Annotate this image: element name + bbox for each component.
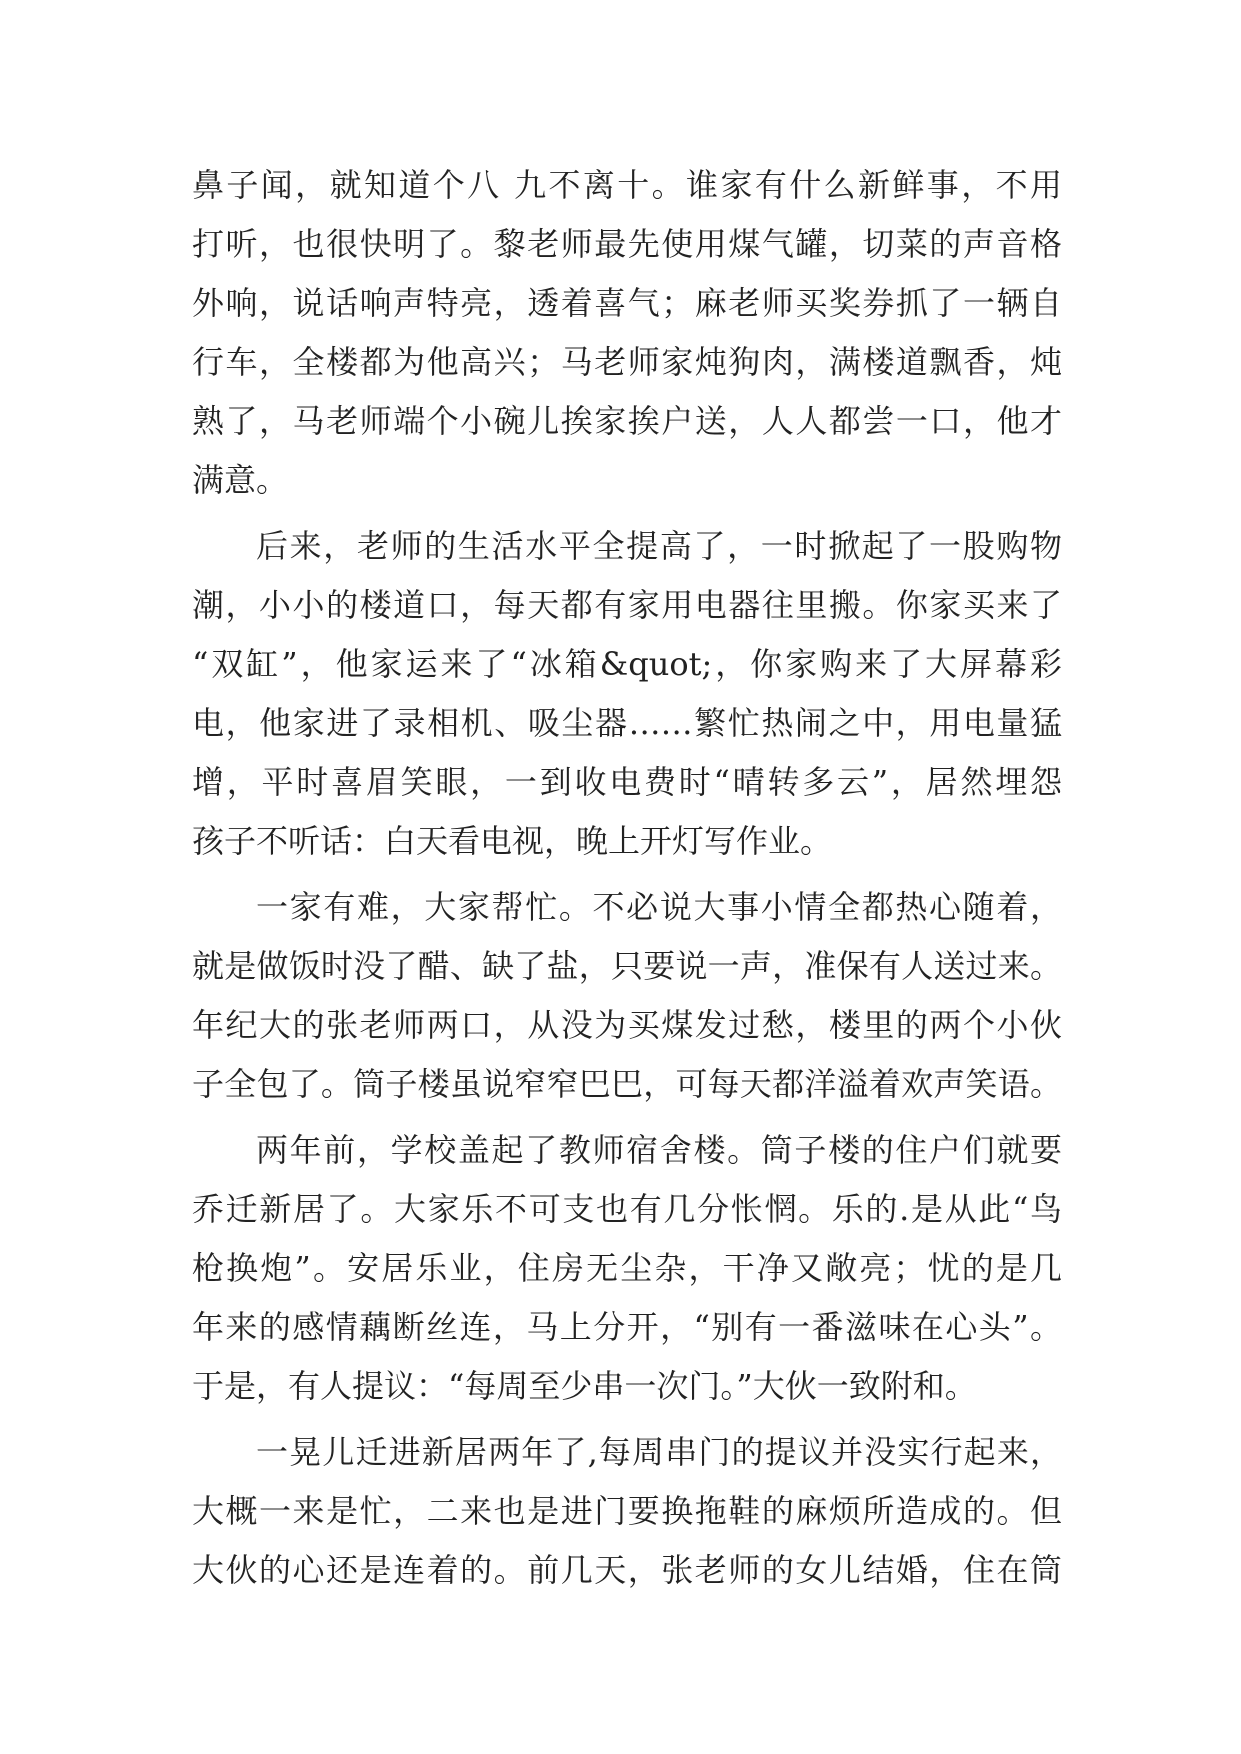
text-line: 满意。 — [192, 461, 289, 499]
text-line: 就是做饭时没了醋、缺了盐，只要说一声，准保有人送过来。 — [192, 947, 1062, 985]
document-body — [192, 156, 1062, 1607]
text-line: 年纪大的张老师两口，从没为买煤发过愁，楼里的两个小伙 — [192, 1006, 1062, 1044]
text-line: 一家有难，大家帮忙。不必说大事小情全都热心随着， — [256, 888, 1062, 926]
text-line: 熟了，马老师端个小碗儿挨家挨户送，人人都尝一口，他才 — [192, 402, 1062, 440]
text-line: 乔迁新居了。大家乐不可支也有几分怅惘。乐的.是从此“鸟 — [192, 1190, 1062, 1228]
text-line: 打听，也很快明了。黎老师最先使用煤气罐，切菜的声音格 — [192, 225, 1062, 263]
text-line: 后来，老师的生活水平全提高了，一时掀起了一股购物 — [256, 527, 1062, 565]
text-line: 增，平时喜眉笑眼，一到收电费时“晴转多云”，居然埋怨 — [192, 763, 1062, 801]
text-line: 鼻子闻，就知道个八 九不离十。谁家有什么新鲜事，不用 — [192, 166, 1062, 204]
text-line: 子全包了。筒子楼虽说窄窄巴巴，可每天都洋溢着欢声笑语。 — [192, 1065, 1062, 1103]
text-line: “双缸”，他家运来了“冰箱&quot;，你家购来了大屏幕彩 — [192, 645, 1062, 683]
text-line: 外响，说话响声特亮，透着喜气；麻老师买奖券抓了一辆自 — [192, 284, 1062, 322]
text-line: 大伙的心还是连着的。前几天，张老师的女儿结婚，住在筒 — [192, 1551, 1062, 1589]
paragraph-3 — [192, 878, 1062, 1114]
text-line: 一晃儿迁进新居两年了,每周串门的提议并没实行起来， — [256, 1433, 1062, 1471]
paragraph-5 — [192, 1423, 1062, 1600]
text-line: 电，他家进了录相机、吸尘器……繁忙热闹之中，用电量猛 — [192, 704, 1062, 742]
text-line: 枪换炮”。安居乐业，住房无尘杂，干净又敞亮；忧的是几 — [192, 1249, 1062, 1287]
paragraph-4 — [192, 1121, 1062, 1416]
text-line: 年来的感情藕断丝连，马上分开，“别有一番滋味在心头”。 — [192, 1308, 1062, 1346]
paragraph-2 — [192, 517, 1062, 871]
text-line: 大概一来是忙，二来也是进门要换拖鞋的麻烦所造成的。但 — [192, 1492, 1062, 1530]
text-line: 于是，有人提议：“每周至少串一次门。”大伙一致附和。 — [192, 1367, 977, 1405]
text-line: 两年前，学校盖起了教师宿舍楼。筒子楼的住户们就要 — [256, 1131, 1062, 1169]
paragraph-1 — [192, 156, 1062, 510]
text-line: 行车，全楼都为他高兴；马老师家炖狗肉，满楼道飘香，炖 — [192, 343, 1062, 381]
text-line: 孩子不听话：白天看电视，晚上开灯写作业。 — [192, 822, 833, 860]
text-line: 潮，小小的楼道口，每天都有家用电器往里搬。你家买来了 — [192, 586, 1062, 624]
